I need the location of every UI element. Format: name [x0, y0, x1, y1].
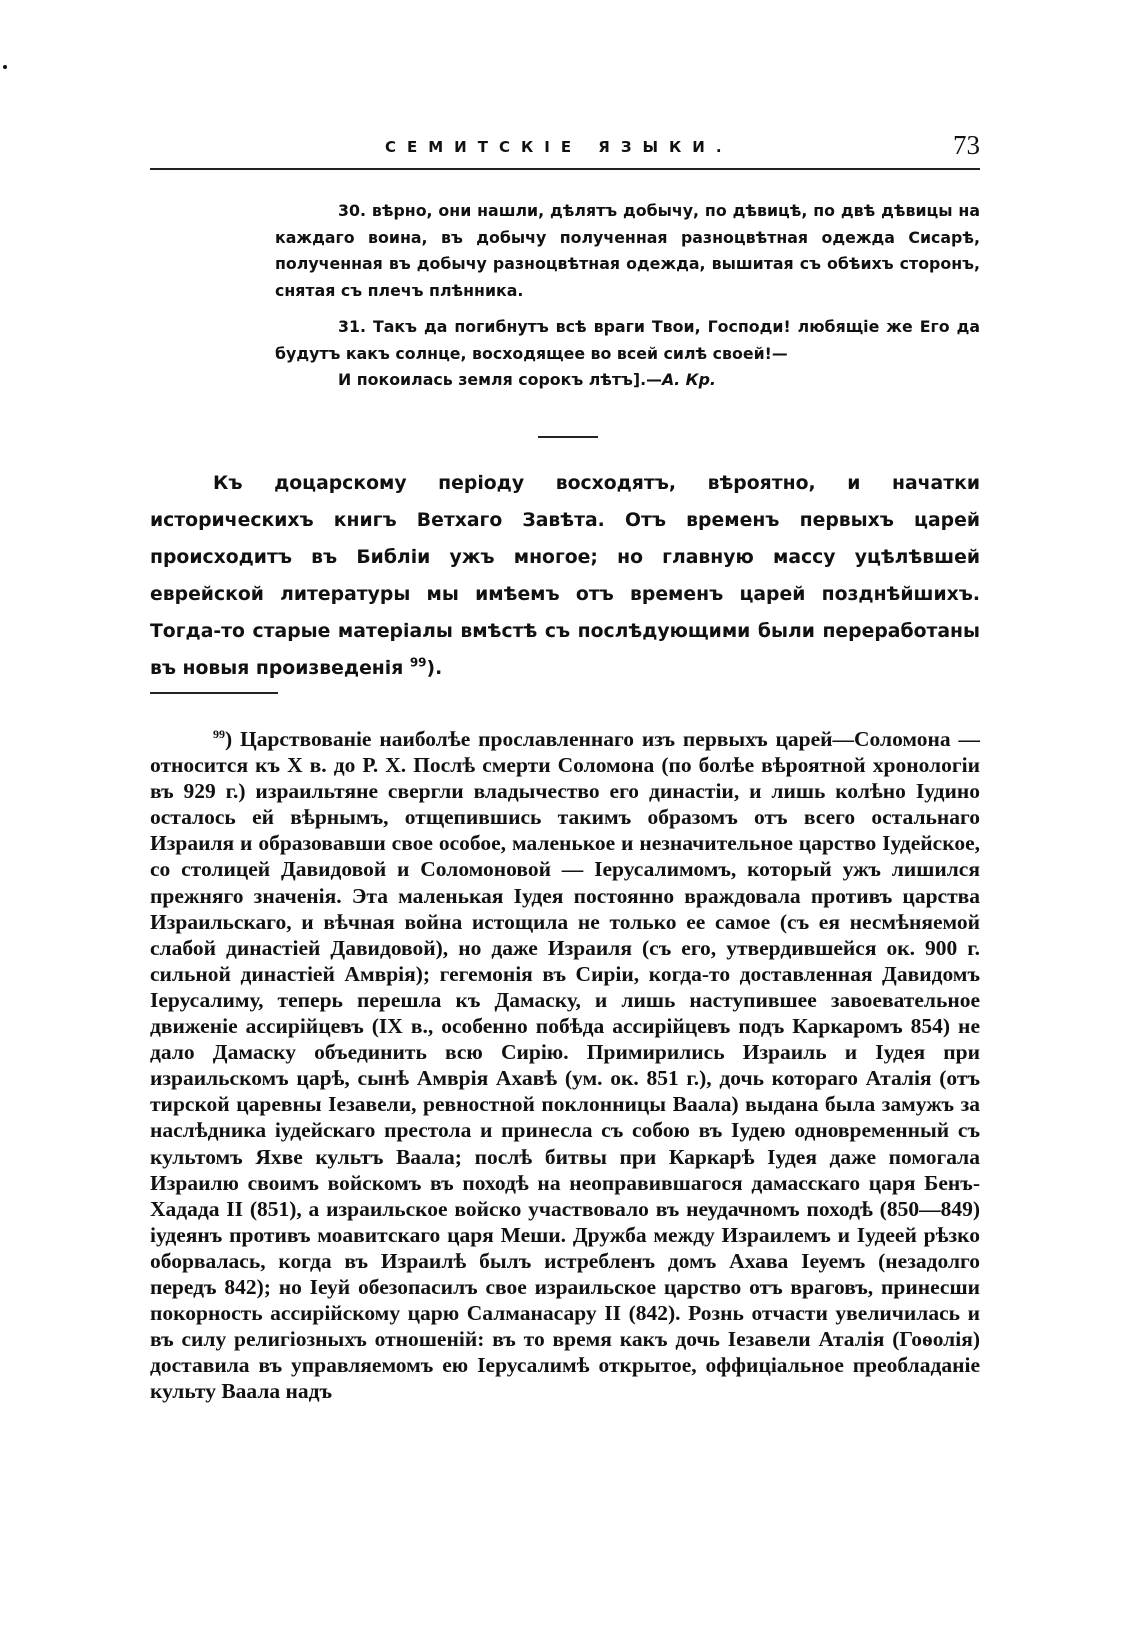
verse-closing: [275, 367, 980, 394]
quoted-verses: [275, 198, 980, 394]
footnote-paragraph: [150, 726, 980, 1404]
translator-signature: А. Кр.: [661, 370, 716, 389]
body-paragraph-text: Къ доцарскому періоду восходятъ, вѣроятно, и начатки историческихъ книгъ Ветхаго Завѣта. Отъ временъ первыхъ царей происходитъ въ Библіи ужъ многое; но главную массу уцѣлѣвшей еврейской литературы мы имѣемъ отъ временъ царей позднѣйшихъ. Тогда-то старые матеріалы вмѣстѣ съ послѣдующими были переработаны въ новыя произведенія: [150, 473, 980, 679]
closing-text: И покоилась земля сорокъ лѣтъ].—: [338, 370, 662, 389]
footnote-divider: [150, 692, 278, 694]
running-title: СЕМИТСКІЕ ЯЗЫКИ.: [385, 138, 733, 156]
section-divider: [538, 436, 598, 438]
page-number: 73: [953, 130, 980, 160]
main-body: [150, 465, 980, 687]
footnote-text: ) Царствованіе наиболѣе прославленнаго изъ первыхъ царей—Соломона — относится къ X в. до Р. X. Послѣ смерти Соломона (по болѣе вѣроятной хронологіи въ 929 г.) израильтяне свергли владычество его династіи, и лишь колѣно Іудино осталось ей вѣрнымъ, отщепившись такимъ образомъ отъ всего остальнаго Израиля и образовавши свое особое, маленькое и незначительное царство Іудейское, со столицей Давидовой и Соломоновой — Іерусалимомъ, который ужъ лишился прежняго значенія. Эта маленькая Іудея постоянно враждовала противъ царства Израильскаго, и вѣчная война истощила не только ее самое (съ ея несмѣняемой слабой династіей Давидовой), но даже Израиля (съ его, утвердившейся ок. 900 г. сильной династіей Амврія); гегемонія въ Сиріи, когда-то доставленная Давидомъ Іерусалиму, теперь перешла къ Дамаску, и лишь наступившее завоевательное движеніе ассирійцевъ (IX в., особенно побѣда ассирійцевъ подъ Каркаромъ 854) не дало Дамаску объединить всю Сирію. Примирились Израиль и Іудея при израильскомъ царѣ, сынѣ Амврія Ахавѣ (ум. ок. 851 г.), дочь котораго Аталія (отъ тирской царевны Іезавели, ревностной поклонницы Ваала) выдана была замужъ за наслѣдника іудейскаго престола и принесла съ собою въ Іудею одновременный съ культомъ Яхве культъ Ваала; послѣ битвы при Каркарѣ Іудея даже помогала Израилю своимъ войскомъ въ походѣ на неоправившагося дамасскаго царя Бенъ-Хадада II (851), а израильское войско участвовало въ неудачномъ походѣ (850—849) іудеянъ противъ моавитскаго царя Меши. Дружба между Израилемъ и Іудеей рѣзко оборвалась, когда въ Израилѣ былъ истребленъ домъ Ахава Іеуемъ (незадолго передъ 842); но Іеуй обезопасилъ свое израильское царство отъ враговъ, принесши покорность ассирійскому царю Салманасару II (842). Рознь отчасти увеличилась и въ силу религіозныхъ отношеній: въ то время какъ дочь Іезавели Аталія (Гоѳолія) доставила въ управляемомъ ею Іерусалимѣ открытое, оффиціальное преобладаніе культу Ваала надъ: [150, 727, 980, 1404]
footnote-marker: 99: [213, 726, 225, 741]
verse-31: 31. Такъ да погибнутъ всѣ враги Твои, Господи! любящіе же Его да будутъ какъ солнце, восходящее во всей силѣ своей!—: [275, 317, 980, 363]
body-paragraph: [150, 465, 980, 687]
footnote: [150, 726, 980, 1404]
page-header: [150, 132, 980, 170]
verse-30: 30. вѣрно, они нашли, дѣлятъ добычу, по дѣвицѣ, по двѣ дѣвицы на каждаго воина, въ добычу полученная разноцвѣтная одежда Сисарѣ, полученная въ добычу разноцвѣтная одежда, вышитая съ обѣихъ сторонъ, снятая съ плечъ плѣнника.: [275, 201, 980, 300]
body-paragraph-end: ).: [426, 658, 443, 679]
footnote-reference[interactable]: 99: [409, 655, 427, 670]
print-speck: [3, 65, 7, 69]
